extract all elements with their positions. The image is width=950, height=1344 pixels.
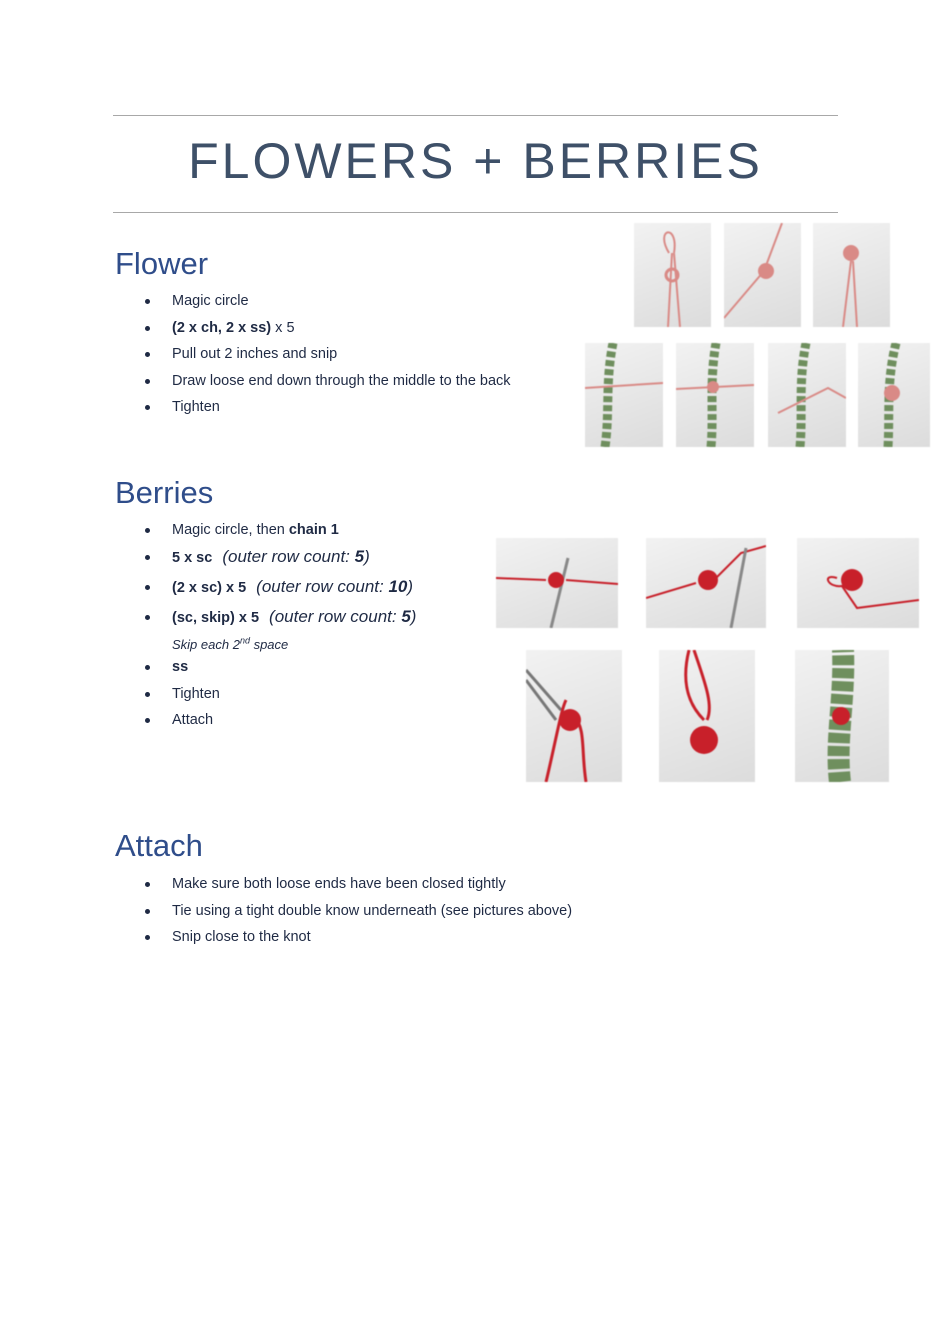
berry-photo-4 xyxy=(526,650,622,782)
berry-photo-6 xyxy=(795,650,889,782)
list-note: Skip each 2nd space xyxy=(172,635,289,652)
list-item: (2 x sc) x 5 (outer row count: 10) xyxy=(144,577,416,607)
attach-steps xyxy=(144,874,572,954)
list-item: Magic circle xyxy=(144,291,511,318)
list-item: Snip close to the knot xyxy=(144,927,572,954)
flower-photo-6 xyxy=(768,343,846,447)
top-rule xyxy=(113,115,838,116)
berries-steps xyxy=(144,520,416,737)
list-item: Make sure both loose ends have been closed tightly xyxy=(144,874,572,901)
list-item: Tighten xyxy=(144,684,416,711)
berry-photo-3 xyxy=(797,538,919,628)
list-item: Tie using a tight double know underneath (see pictures above) xyxy=(144,901,572,928)
list-item: Draw loose end down through the middle to the back xyxy=(144,371,511,398)
attach-heading: Attach xyxy=(115,828,203,863)
berry-photo-2 xyxy=(646,538,766,628)
list-item: ss xyxy=(144,657,416,684)
flower-photo-2 xyxy=(724,223,801,327)
list-item: (sc, skip) x 5 (outer row count: 5) xyxy=(144,607,416,631)
list-item: 5 x sc (outer row count: 5) xyxy=(144,547,416,577)
page-title: FLOWERS + BERRIES xyxy=(188,133,763,189)
flower-steps xyxy=(144,291,511,424)
flower-heading: Flower xyxy=(115,246,209,281)
flower-photo-1 xyxy=(634,223,711,327)
berry-photo-1 xyxy=(496,538,618,628)
flower-photo-3 xyxy=(813,223,890,327)
flower-photo-5 xyxy=(676,343,754,447)
list-item: Attach xyxy=(144,710,416,737)
berries-heading: Berries xyxy=(115,475,214,510)
flower-photo-7 xyxy=(858,343,930,447)
list-item: (2 x ch, 2 x ss) x 5 xyxy=(144,318,511,345)
title-rule xyxy=(113,212,838,213)
flower-photo-4 xyxy=(585,343,663,447)
list-item: Magic circle, then chain 1 xyxy=(144,520,416,547)
list-item: Tighten xyxy=(144,397,511,424)
list-item: Pull out 2 inches and snip xyxy=(144,344,511,371)
berry-photo-5 xyxy=(659,650,755,782)
